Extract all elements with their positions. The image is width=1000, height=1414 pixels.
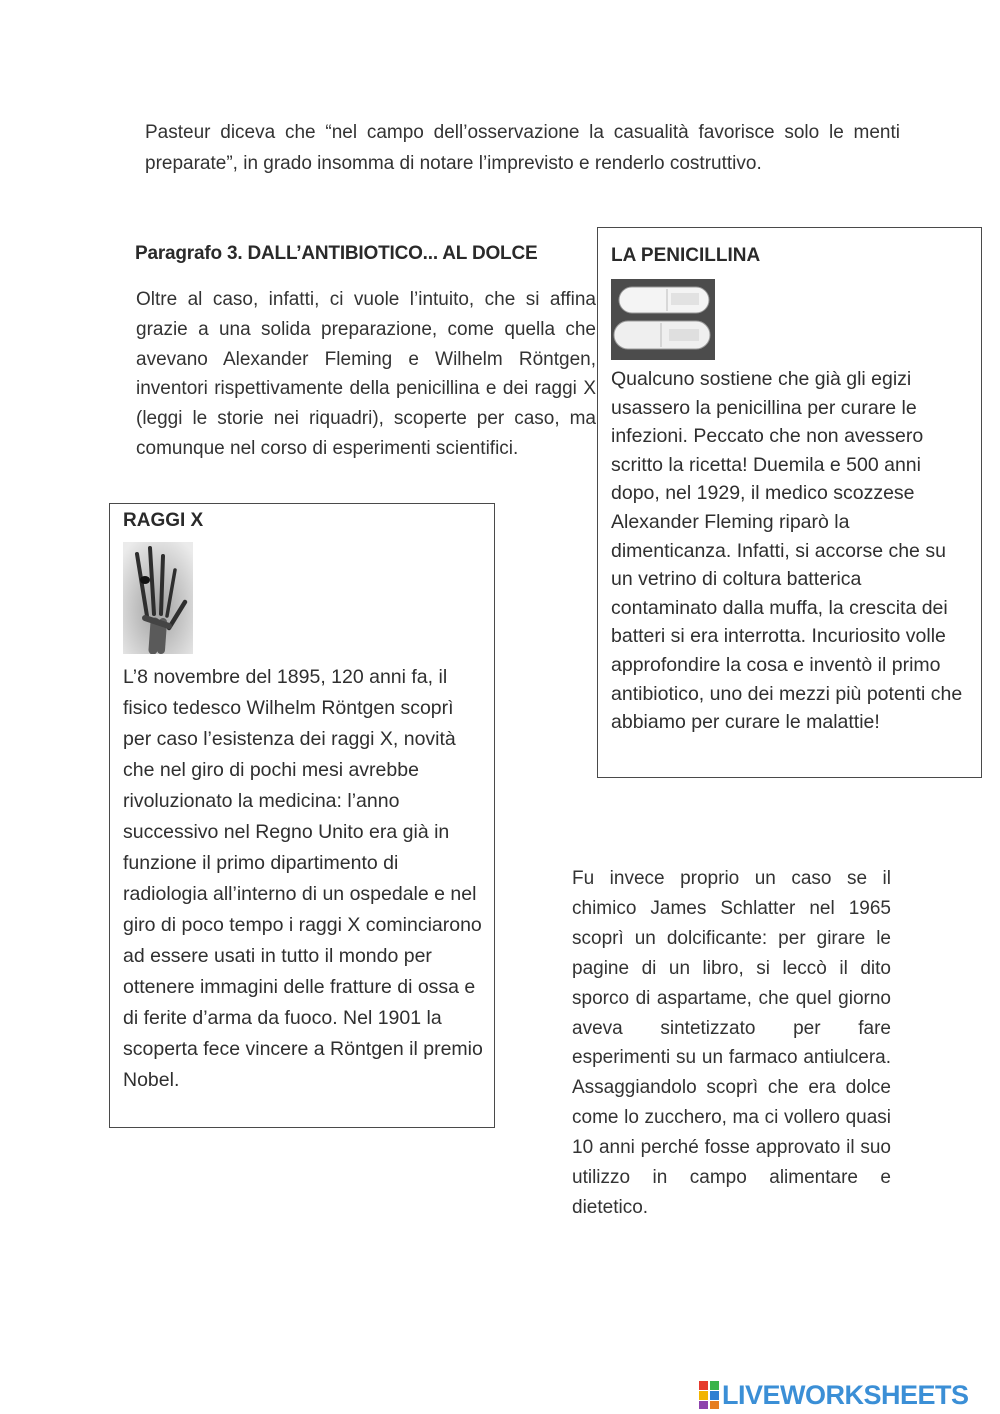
- liveworksheets-logo-icon: [698, 1380, 720, 1410]
- xray-box: [109, 503, 495, 1128]
- penicillin-box-body: Qualcuno sostiene che già gli egizi usassero la penicillina per curare le infezioni. Peccato che non avessero scritto la ricetta! Duemila e 500 anni dopo, nel 1929, il medico scozzese Alexander Fleming riparò la dimenticanza. Infatti, si accorse che su un vetrino di coltura batterica contaminato dalla muffa, la crescita dei batteri si era interrotta. Incuriosito volle approfondire la cosa e inventò il primo antibiotico, uno dei mezzi più potenti che abbiamo per curare le malattie!: [611, 368, 963, 734]
- intro-paragraph: Pasteur diceva che “nel campo dell’osservazione la casualità favorisce solo le menti preparate”, in grado insomma di notare l’imprevisto e renderlo costruttivo.: [145, 122, 900, 174]
- xray-hand-image: [123, 542, 193, 654]
- penicillin-box-title: LA PENICILLINA: [611, 245, 761, 266]
- section-body: Oltre al caso, infatti, ci vuole l’intuito, che si affina grazie a una solida preparazione, come quella che avevano Alexander Fleming e Wilhelm Röntgen, inventori rispettivamente della penicillina e dei raggi X (leggi le storie nei riquadri), scoperte per caso, ma comunque nel corso di esperimenti scientifici.: [136, 289, 596, 459]
- liveworksheets-wordmark: LIVEWORKSHEETS: [722, 1379, 969, 1410]
- xray-box-body: L’8 novembre del 1895, 120 anni fa, il fisico tedesco Wilhelm Röntgen scoprì per caso l’esistenza dei raggi X, novità che nel giro di pochi mesi avrebbe rivoluzionato la medicina: l’anno successivo nel Regno Unito era già in funzione il primo dipartimento di radiologia all’interno di un ospedale e nel giro di poco tempo i raggi X cominciarono ad essere usati in tutto il mondo per ottenere immagini delle fratture di ossa e di ferite d’arma da fuoco. Nel 1901 la scoperta fece vincere a Röntgen il premio Nobel.: [123, 666, 483, 1091]
- aspartame-paragraph: Fu invece proprio un caso se il chimico James Schlatter nel 1965 scoprì un dolcificante: per girare le pagine di un libro, si leccò il dito sporco di aspartame, che quel giorno aveva sintetizzato per fare esperimenti su un farmaco antiulcera. Assaggiandolo scoprì che era dolce come lo zucchero, ma ci vollero quasi 10 anni perché fosse approvato il suo utilizzo in campo alimentare e dietetico.: [572, 868, 891, 1218]
- penicillin-box: [597, 227, 982, 778]
- liveworksheets-brand[interactable]: [698, 1378, 969, 1412]
- section-heading: Paragrafo 3. DALL’ANTIBIOTICO... AL DOLCE: [135, 243, 538, 264]
- xray-box-title: RAGGI X: [123, 510, 204, 531]
- penicillin-pills-image: [611, 279, 715, 360]
